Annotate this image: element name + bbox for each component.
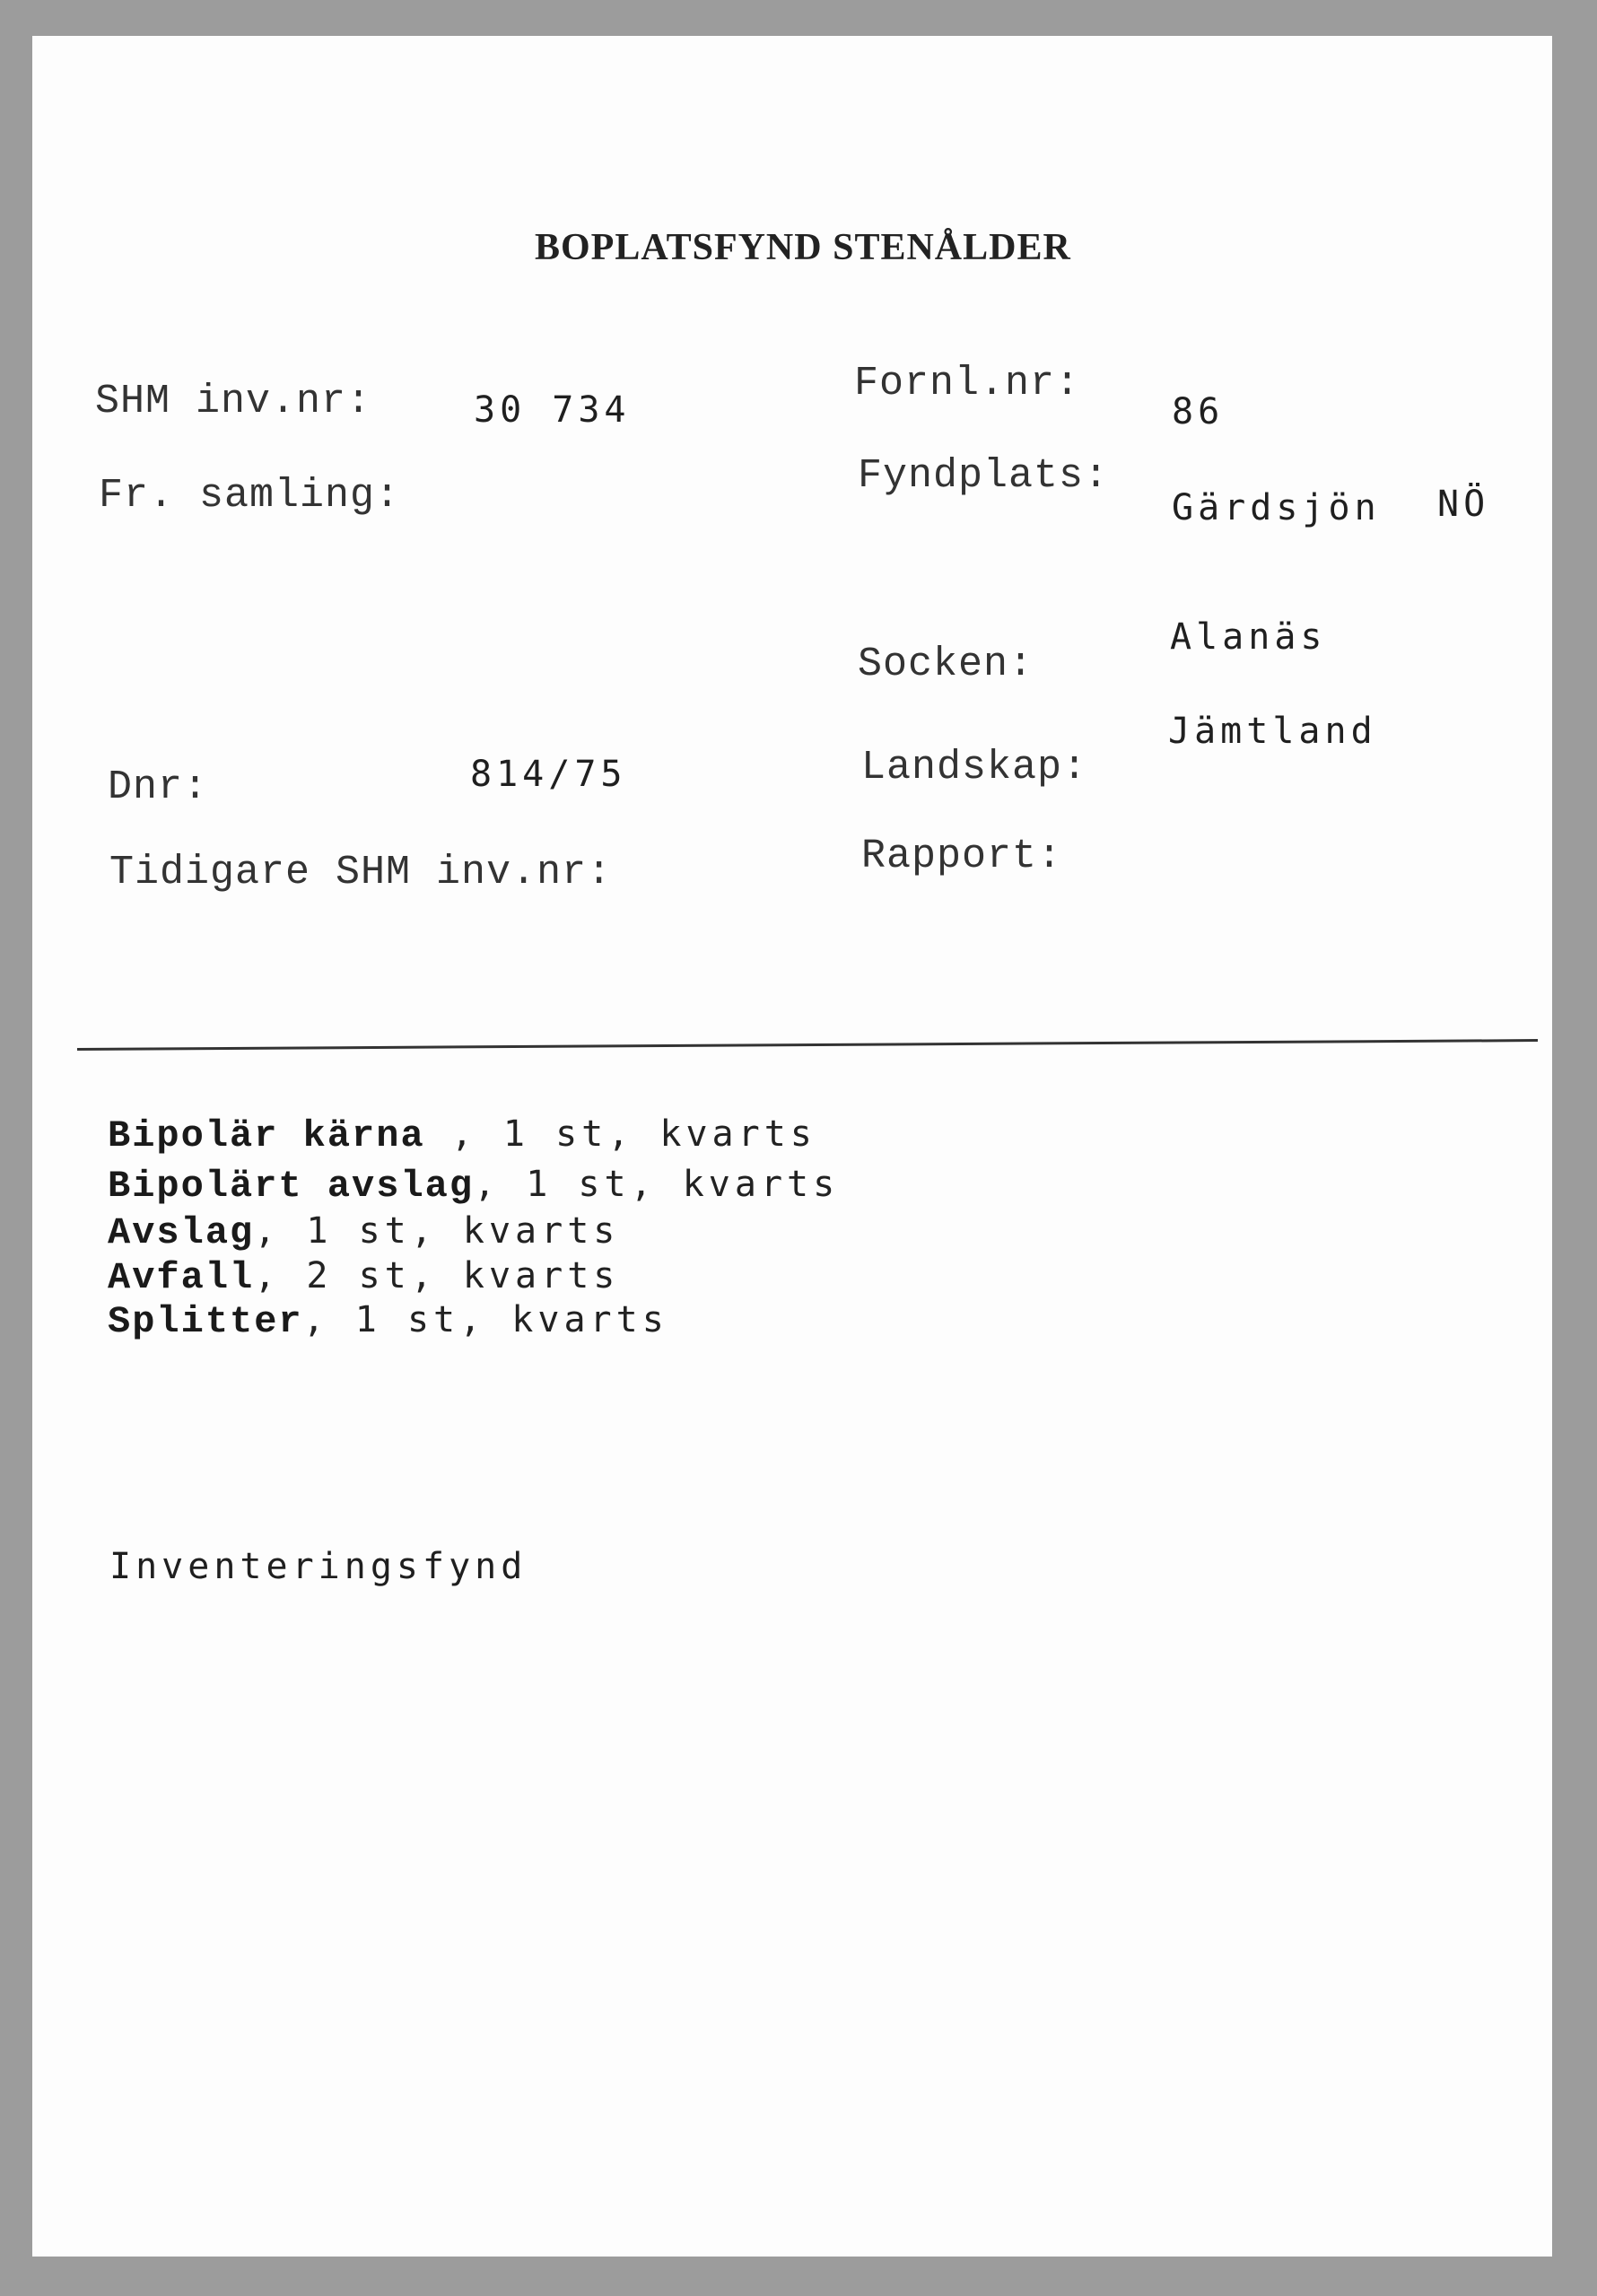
fyndplats-label: Fyndplats: bbox=[858, 453, 1110, 499]
find-item-details: , 1 st, kvarts bbox=[302, 1299, 668, 1340]
find-item-details: , 1 st, kvarts bbox=[424, 1113, 816, 1155]
landskap-label: Landskap: bbox=[861, 745, 1088, 790]
find-item-details: , 1 st, kvarts bbox=[254, 1210, 620, 1252]
socken-label: Socken: bbox=[858, 642, 1034, 687]
socken-value: Alanäs bbox=[1170, 616, 1327, 658]
find-item bbox=[108, 1255, 620, 1299]
find-item bbox=[108, 1210, 620, 1254]
fr-samling-label: Fr. samling: bbox=[99, 473, 401, 519]
find-item-name: Avslag bbox=[108, 1211, 255, 1254]
find-item-name: Splitter bbox=[108, 1300, 303, 1343]
find-item bbox=[108, 1113, 816, 1157]
shm-inv-value: 30 734 bbox=[474, 389, 631, 431]
fornl-label: Fornl.nr: bbox=[854, 361, 1081, 406]
dnr-value: 814/75 bbox=[470, 754, 627, 795]
find-item-details: , 2 st, kvarts bbox=[254, 1255, 620, 1296]
find-item bbox=[108, 1299, 668, 1343]
fornl-value: 86 bbox=[1172, 391, 1225, 432]
find-item-name: Avfall bbox=[108, 1256, 255, 1299]
rapport-label: Rapport: bbox=[861, 834, 1063, 879]
find-item-name: Bipolär kärna bbox=[108, 1114, 425, 1157]
dnr-label: Dnr: bbox=[108, 764, 209, 810]
find-item-details: , 1 st, kvarts bbox=[474, 1164, 840, 1205]
landskap-value: Jämtland bbox=[1168, 711, 1377, 752]
fyndplats-suffix: NÖ bbox=[1437, 484, 1490, 525]
tidigare-inv-label: Tidigare SHM inv.nr: bbox=[109, 850, 613, 895]
fyndplats-value: Gärdsjön bbox=[1172, 487, 1381, 528]
inventory-note: Inventeringsfynd bbox=[109, 1546, 528, 1587]
card-title: BOPLATSFYND STENÅLDER bbox=[535, 227, 1071, 268]
find-item bbox=[108, 1164, 840, 1208]
shm-inv-label: SHM inv.nr: bbox=[95, 379, 372, 424]
find-item-name: Bipolärt avslag bbox=[108, 1165, 475, 1208]
